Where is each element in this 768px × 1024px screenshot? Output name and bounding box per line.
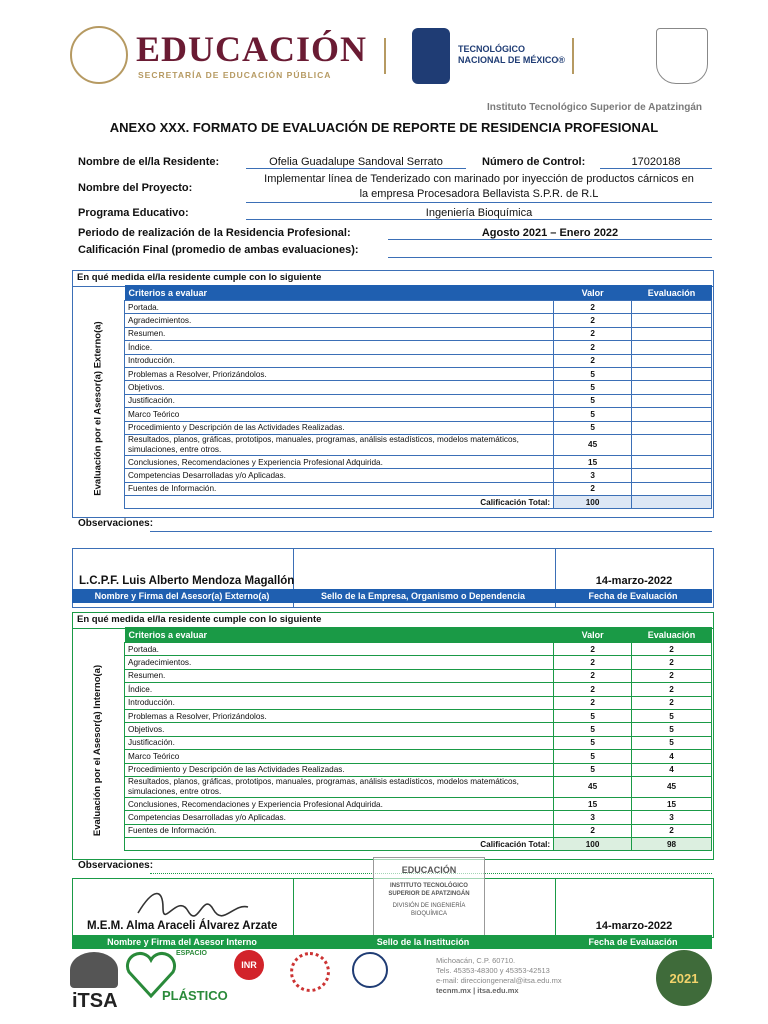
header-divider <box>384 38 386 74</box>
stamp-line-1: EDUCACIÓN <box>401 865 457 875</box>
criteria-row <box>125 763 712 776</box>
total-evaluation <box>632 496 712 509</box>
criteria-cell: Índice. <box>125 683 554 696</box>
criteria-row <box>125 643 712 656</box>
total-value: 100 <box>554 838 632 851</box>
stamp-line-3: SUPERIOR DE APATZINGÁN <box>388 891 470 897</box>
value-cell: 2 <box>554 824 632 837</box>
resident-label: Nombre de el/la Residente: <box>78 156 220 168</box>
value-cell: 45 <box>554 776 632 797</box>
criteria-row <box>125 683 712 696</box>
value-cell: 5 <box>554 763 632 776</box>
evaluation-cell: 2 <box>632 824 712 837</box>
itsa-gear-logo <box>70 952 118 988</box>
project-label: Nombre del Proyecto: <box>78 182 193 194</box>
internal-box-header: En qué medida el/la residente cumple con lo siguiente <box>73 613 713 629</box>
value-cell: 2 <box>554 669 632 682</box>
internal-bar-signer: Nombre y Firma del Asesor Interno <box>107 937 257 947</box>
program-value: Ingeniería Bioquímica <box>246 207 712 220</box>
control-label: Número de Control: <box>482 156 586 168</box>
value-cell: 5 <box>554 723 632 736</box>
evaluation-cell <box>632 434 712 455</box>
inr-logo: INR <box>234 950 264 980</box>
evaluation-cell <box>632 367 712 380</box>
evaluation-cell <box>632 314 712 327</box>
project-value <box>246 172 712 203</box>
criteria-row <box>125 669 712 682</box>
internal-signer-name: M.E.M. Alma Araceli Álvarez Arzate <box>87 920 278 932</box>
criteria-row <box>125 750 712 763</box>
evaluation-cell: 15 <box>632 797 712 810</box>
signature-scribble <box>133 883 253 919</box>
internal-eval-date: 14-marzo-2022 <box>595 920 673 932</box>
evaluation-cell: 2 <box>632 683 712 696</box>
evaluation-cell <box>632 381 712 394</box>
criteria-cell: Agradecimientos. <box>125 656 554 669</box>
tecnm-logo <box>412 28 450 84</box>
footer-web[interactable]: tecnm.mx | itsa.edu.mx <box>436 986 519 995</box>
value-cell: 2 <box>554 482 632 495</box>
evaluation-cell: 3 <box>632 811 712 824</box>
criteria-row <box>125 394 712 407</box>
internal-observations-label: Observaciones: <box>78 860 154 871</box>
criteria-header: Criterios a evaluar <box>128 287 208 298</box>
criteria-row <box>125 354 712 367</box>
criteria-row <box>125 696 712 709</box>
tecnm-text <box>458 44 565 66</box>
value-cell: 2 <box>554 314 632 327</box>
evaluation-cell <box>632 354 712 367</box>
external-bar-seal: Sello de la Empresa, Organismo o Dependencia <box>320 591 526 601</box>
external-eval-date: 14-marzo-2022 <box>595 575 673 587</box>
header-divider-2 <box>572 38 574 74</box>
criteria-row <box>125 776 712 797</box>
criteria-cell: Conclusiones, Recomendaciones y Experiencia Profesional Adquirida. <box>125 455 554 468</box>
period-label: Periodo de realización de la Residencia Profesional: <box>78 227 351 239</box>
value-header: Valor <box>581 287 604 298</box>
external-observations-label: Observaciones: <box>78 518 154 529</box>
internal-side-text: Evaluación por el Asesor(a) Interno(a) <box>92 664 104 836</box>
internal-bar-date: Fecha de Evaluación <box>588 937 678 947</box>
resident-value: Ofelia Guadalupe Sandoval Serrato <box>246 156 466 169</box>
value-cell: 15 <box>554 797 632 810</box>
external-signature-bar <box>72 589 712 603</box>
evaluation-header: Evaluación <box>647 629 696 640</box>
evaluation-cell: 2 <box>632 656 712 669</box>
external-signer-name: L.C.P.F. Luis Alberto Mendoza Magallón <box>79 575 295 587</box>
evaluation-cell: 5 <box>632 709 712 722</box>
evaluation-cell <box>632 421 712 434</box>
total-label: Calificación Total: <box>125 838 554 851</box>
criteria-cell: Introducción. <box>125 696 554 709</box>
internal-bar-seal: Sello de la Institución <box>376 937 470 947</box>
internal-criteria-table <box>124 627 712 851</box>
evaluation-cell: 2 <box>632 669 712 682</box>
title-prefix: ANEXO XXX. <box>109 120 190 135</box>
itsa-logo-text: iTSA <box>72 990 118 1012</box>
value-cell: 3 <box>554 811 632 824</box>
value-cell: 5 <box>554 750 632 763</box>
value-cell: 2 <box>554 696 632 709</box>
criteria-cell: Resultados, planos, gráficas, prototipos, manuales, programas, análisis estadísticos, modelos matemáticos, simulaciones, entre otros. <box>125 776 554 797</box>
stamp-line-2: INSTITUTO TECNOLÓGICO <box>390 883 468 889</box>
tecnm-line-1: TECNOLÓGICO <box>458 44 525 54</box>
sig-divider <box>293 879 294 937</box>
criteria-cell: Competencias Desarrolladas y/o Aplicadas. <box>125 811 554 824</box>
criteria-row <box>125 455 712 468</box>
value-cell: 5 <box>554 381 632 394</box>
institute-name: Instituto Tecnológico Superior de Apatzingán <box>487 102 702 113</box>
mexico-seal-logo <box>70 26 128 84</box>
address-line-1: Michoacán, C.P. 60710. <box>436 956 516 965</box>
criteria-row <box>125 469 712 482</box>
evaluation-cell: 2 <box>632 643 712 656</box>
address-line-2: Tels. 45353-48300 y 45353-42513 <box>436 966 550 975</box>
espacio-label: ESPACIO <box>176 950 207 957</box>
value-cell: 5 <box>554 394 632 407</box>
external-observations-line <box>150 530 712 532</box>
criteria-cell: Justificación. <box>125 394 554 407</box>
external-table-header <box>125 285 712 301</box>
control-value: 17020188 <box>600 156 712 169</box>
value-cell: 15 <box>554 455 632 468</box>
evaluation-cell <box>632 455 712 468</box>
criteria-cell: Objetivos. <box>125 381 554 394</box>
value-cell: 2 <box>554 643 632 656</box>
evaluation-cell <box>632 408 712 421</box>
criteria-cell: Marco Teórico <box>125 750 554 763</box>
criteria-cell: Resultados, planos, gráficas, prototipos, manuales, programas, análisis estadísticos, modelos matemáticos, simulaciones, entre otros. <box>125 434 554 455</box>
total-row <box>125 838 712 851</box>
evaluation-cell <box>632 301 712 314</box>
external-side-text: Evaluación por el Asesor(a) Externo(a) <box>92 320 104 496</box>
plastico-label: PLÁSTICO <box>162 988 228 1003</box>
evaluation-cell <box>632 341 712 354</box>
criteria-cell: Conclusiones, Recomendaciones y Experiencia Profesional Adquirida. <box>125 797 554 810</box>
criteria-cell: Competencias Desarrolladas y/o Aplicadas. <box>125 469 554 482</box>
internal-table-header <box>125 627 712 643</box>
internal-signature-bar <box>72 935 712 949</box>
final-grade-label: Calificación Final (promedio de ambas evaluaciones): <box>78 244 359 256</box>
evaluation-cell: 5 <box>632 736 712 749</box>
criteria-cell: Portada. <box>125 643 554 656</box>
evaluation-header: Evaluación <box>647 287 696 298</box>
footer-address <box>436 956 562 996</box>
tecnm-line-2: NACIONAL DE MÉXICO® <box>458 55 565 65</box>
criteria-row <box>125 434 712 455</box>
criteria-row <box>125 723 712 736</box>
program-label: Programa Educativo: <box>78 207 189 219</box>
value-header: Valor <box>581 629 604 640</box>
document-title <box>0 120 768 135</box>
evaluation-cell <box>632 327 712 340</box>
footer-email[interactable]: e-mail: direcciongeneral@itsa.edu.mx <box>436 976 562 985</box>
criteria-row <box>125 482 712 495</box>
criteria-row <box>125 381 712 394</box>
criteria-row <box>125 736 712 749</box>
criteria-cell: Resumen. <box>125 327 554 340</box>
criteria-cell: Marco Teórico <box>125 408 554 421</box>
value-cell: 5 <box>554 709 632 722</box>
period-value: Agosto 2021 – Enero 2022 <box>388 227 712 240</box>
criteria-cell: Procedimiento y Descripción de las Actividades Realizadas. <box>125 421 554 434</box>
total-label: Calificación Total: <box>125 496 554 509</box>
external-box-header: En qué medida el/la residente cumple con lo siguiente <box>73 271 713 287</box>
criteria-row <box>125 301 712 314</box>
evaluation-cell: 5 <box>632 723 712 736</box>
value-cell: 2 <box>554 683 632 696</box>
value-cell: 3 <box>554 469 632 482</box>
external-criteria-table <box>124 285 712 509</box>
evaluation-cell: 2 <box>632 696 712 709</box>
mexico-2021-logo: 2021 <box>656 950 712 1006</box>
criteria-cell: Agradecimientos. <box>125 314 554 327</box>
total-evaluation: 98 <box>632 838 712 851</box>
value-cell: 2 <box>554 341 632 354</box>
evaluation-cell: 4 <box>632 763 712 776</box>
total-value: 100 <box>554 496 632 509</box>
criteria-row <box>125 314 712 327</box>
institution-stamp <box>373 857 485 937</box>
value-cell: 2 <box>554 301 632 314</box>
value-cell: 5 <box>554 421 632 434</box>
external-bar-date: Fecha de Evaluación <box>588 591 678 601</box>
criteria-row <box>125 797 712 810</box>
value-cell: 2 <box>554 656 632 669</box>
criteria-cell: Justificación. <box>125 736 554 749</box>
evaluation-cell: 4 <box>632 750 712 763</box>
value-cell: 5 <box>554 367 632 380</box>
final-grade-line <box>388 256 712 258</box>
value-cell: 5 <box>554 736 632 749</box>
evaluation-cell: 45 <box>632 776 712 797</box>
criteria-cell: Objetivos. <box>125 723 554 736</box>
criteria-cell: Problemas a Resolver, Priorizándolos. <box>125 367 554 380</box>
criteria-cell: Fuentes de Información. <box>125 824 554 837</box>
criteria-row <box>125 811 712 824</box>
criteria-row <box>125 327 712 340</box>
criteria-row <box>125 656 712 669</box>
project-value-line-2: la empresa Procesadora Bellavista S.P.R. de R.L <box>246 187 712 203</box>
evaluation-cell <box>632 482 712 495</box>
stamp-line-4: DIVISIÓN DE INGENIERÍA BIOQUÍMICA <box>392 903 466 917</box>
criteria-cell: Índice. <box>125 341 554 354</box>
criteria-row <box>125 421 712 434</box>
criteria-row <box>125 341 712 354</box>
internal-side-label <box>72 642 124 858</box>
criteria-cell: Problemas a Resolver, Priorizándolos. <box>125 709 554 722</box>
project-value-line-1: Implementar línea de Tenderizado con marinado por inyección de productos cárnicos en <box>264 173 694 185</box>
certification-logo <box>290 952 330 992</box>
evaluation-cell <box>632 469 712 482</box>
un-pact-logo <box>352 952 388 988</box>
criteria-cell: Fuentes de Información. <box>125 482 554 495</box>
criteria-header: Criterios a evaluar <box>128 629 208 640</box>
criteria-cell: Introducción. <box>125 354 554 367</box>
external-side-label <box>72 300 124 516</box>
title-text: FORMATO DE EVALUACIÓN DE REPORTE DE RESIDENCIA PROFESIONAL <box>189 120 659 135</box>
criteria-row <box>125 408 712 421</box>
michoacan-crest-logo <box>656 28 708 84</box>
value-cell: 2 <box>554 327 632 340</box>
evaluation-cell <box>632 394 712 407</box>
criteria-cell: Resumen. <box>125 669 554 682</box>
edu-subtitle: SECRETARÍA DE EDUCACIÓN PÚBLICA <box>138 70 332 80</box>
total-row <box>125 496 712 509</box>
edu-title: EDUCACIÓN <box>136 29 368 69</box>
criteria-cell: Portada. <box>125 301 554 314</box>
criteria-row <box>125 367 712 380</box>
criteria-row <box>125 709 712 722</box>
criteria-cell: Procedimiento y Descripción de las Actividades Realizadas. <box>125 763 554 776</box>
value-cell: 45 <box>554 434 632 455</box>
value-cell: 5 <box>554 408 632 421</box>
external-bar-signer: Nombre y Firma del Asesor(a) Externo(a) <box>94 591 270 601</box>
criteria-row <box>125 824 712 837</box>
value-cell: 2 <box>554 354 632 367</box>
